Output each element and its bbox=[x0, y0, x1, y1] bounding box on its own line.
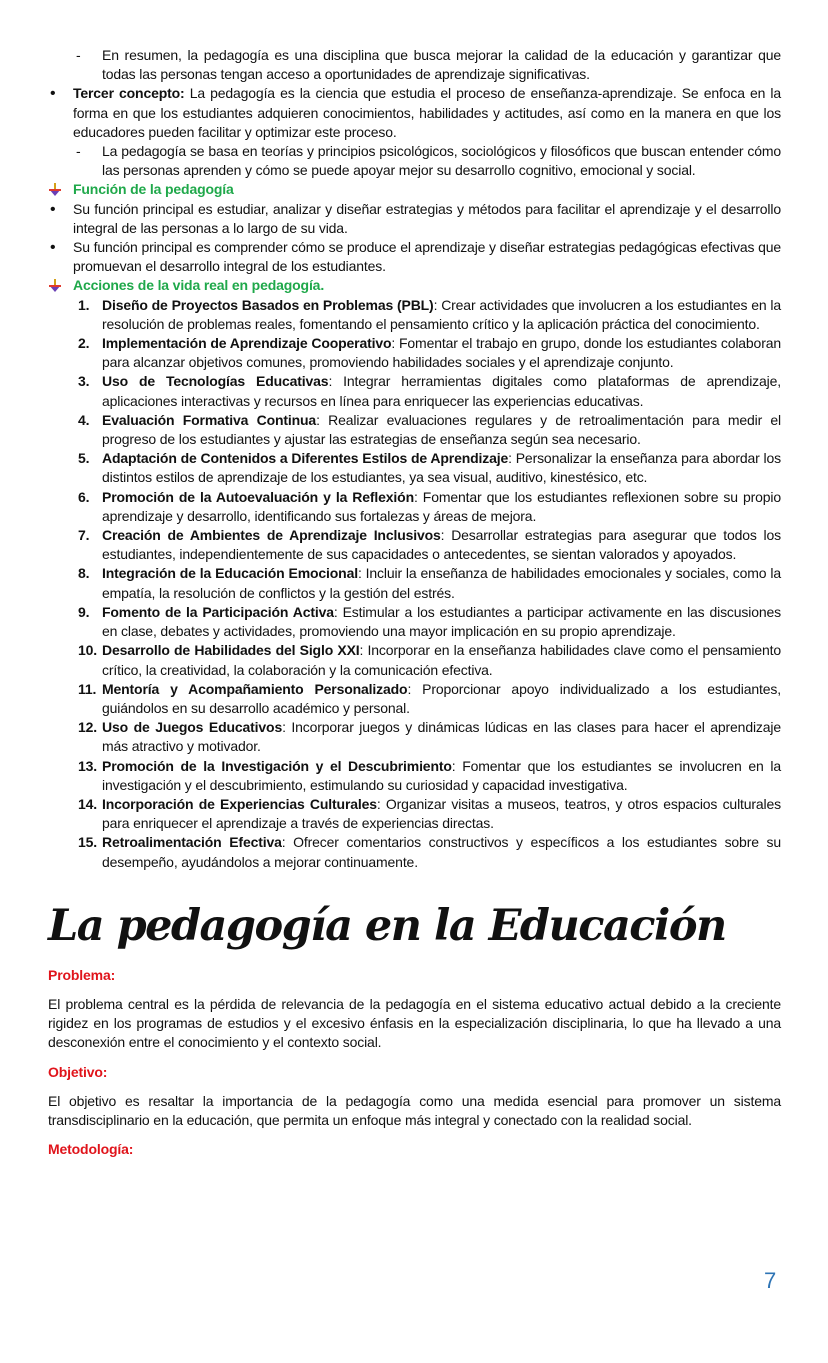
numbered-item bbox=[48, 680, 781, 718]
numbered-item bbox=[48, 795, 781, 833]
item-text: : Personalizar la enseñanza para abordar los distintos estilos de aprendizaje de los estudiantes, ya sea visual, auditivo, kinestésico, etc. bbox=[102, 450, 781, 486]
item-number: 1. bbox=[78, 296, 90, 313]
item-text: La pedagogía se basa en teorías y principios psicológicos, sociológicos y filosóficos que buscan entender cómo las personas aprenden y cómo se puede apoyar mejor su desarrollo cognitivo, emocional y social. bbox=[102, 143, 781, 179]
bullet-marker: • bbox=[50, 239, 56, 257]
item-number: 10. bbox=[78, 642, 98, 659]
section-heading-acciones bbox=[48, 276, 781, 295]
item-text: : Incluir la enseñanza de habilidades emocionales y sociales, como la empatía, la resolución de conflictos y la gestión del estrés. bbox=[102, 565, 781, 601]
numbered-item bbox=[48, 757, 781, 795]
item-number: 5. bbox=[78, 450, 90, 467]
bullet-marker: • bbox=[50, 200, 56, 218]
item-number: 14. bbox=[78, 795, 98, 812]
numbered-item bbox=[48, 488, 781, 526]
numbered-item bbox=[48, 603, 781, 641]
item-bold: Diseño de Proyectos Basados en Problemas (PBL) bbox=[102, 296, 434, 313]
objetivo-text: El objetivo es resaltar la importancia de la pedagogía como una medida esencial para promover un sistema transdisciplinario en la educación, que permita un enfoque más integral y conectado con la realidad social. bbox=[48, 1092, 781, 1128]
numbered-item bbox=[48, 641, 781, 679]
numbered-item bbox=[48, 564, 781, 602]
item-bold: Uso de Tecnologías Educativas bbox=[102, 373, 329, 390]
section-heading-funcion bbox=[48, 180, 781, 199]
item-text: La pedagogía es la ciencia que estudia el proceso de enseñanza-aprendizaje. Se enfoca en la forma en que los estudiantes adquieren conocimientos, habilidades y actitudes, así como en la manera en que los educadores pueden facilitar y optimizar este proceso. bbox=[73, 85, 782, 140]
item-text: Su función principal es estudiar, analizar y diseñar estrategias y métodos para facilitar el aprendizaje y el desarrollo integral de las personas a lo largo de su vida. bbox=[73, 200, 781, 236]
item-number: 12. bbox=[78, 719, 98, 736]
item-text: : Organizar visitas a museos, teatros, y otros espacios culturales para enriquecer el aprendizaje a través de experiencias directas. bbox=[102, 795, 781, 832]
item-bold: Fomento de la Participación Activa bbox=[102, 603, 334, 620]
problema-label: Problema: bbox=[48, 966, 116, 983]
item-bold: Uso de Juegos Educativos bbox=[102, 719, 283, 736]
item-bold: Retroalimentación Efectiva bbox=[102, 834, 282, 851]
item-text: : Proporcionar apoyo individualizado a los estudiantes, guiándolos en su desarrollo académico y personal. bbox=[102, 680, 781, 716]
item-text: : Crear actividades que involucren a los estudiantes en la resolución de problemas reales, fomentando el pensamiento crítico y la aplicación práctica del conocimiento. bbox=[102, 296, 781, 332]
numbered-item bbox=[48, 526, 781, 564]
item-bold: Promoción de la Investigación y el Descubrimiento bbox=[102, 757, 452, 774]
item-number: 15. bbox=[78, 834, 98, 851]
problema-text: El problema central es la pérdida de relevancia de la pedagogía en el sistema educativo actual debido a la creciente rigidez en los programas de estudios y el excesivo énfasis en la especialización disciplinaria, lo que ha llevado a una desconexión entre el conocimiento y el contexto social. bbox=[48, 995, 781, 1051]
item-bold: Incorporación de Experiencias Culturales bbox=[102, 795, 377, 812]
item-text: : Desarrollar estrategias para asegurar que todos los estudiantes, independientemente de sus capacidades o antecedentes, se sientan valorados y apoyados. bbox=[102, 527, 782, 563]
item-text: : Incorporar juegos y dinámicas lúdicas en las clases para hacer el aprendizaje más atractivo y motivador. bbox=[102, 719, 781, 755]
numbered-item bbox=[48, 296, 781, 334]
item-bold: Tercer concepto: bbox=[73, 85, 185, 102]
bullet-item bbox=[48, 238, 781, 276]
numbered-item bbox=[48, 411, 781, 449]
item-number: 13. bbox=[78, 757, 98, 774]
item-bold: Mentoría y Acompañamiento Personalizado bbox=[102, 680, 408, 697]
item-number: 7. bbox=[78, 527, 90, 544]
item-text: : Incorporar en la enseñanza habilidades clave como el pensamiento crítico, la creatividad, la colaboración y la comunicación efectiva. bbox=[102, 642, 782, 678]
item-text: : Fomentar el trabajo en grupo, donde los estudiantes colaboran para alcanzar objetivos comunes, promoviendo habilidades sociales y el aprendizaje conjunto. bbox=[102, 335, 781, 371]
numbered-item bbox=[48, 372, 781, 410]
item-number: 2. bbox=[78, 335, 90, 352]
item-text: En resumen, la pedagogía es una disciplina que busca mejorar la calidad de la educación y garantizar que todas las personas tengan acceso a oportunidades de aprendizaje significativas. bbox=[102, 47, 781, 83]
section-title: La pedagogía en la Educación bbox=[48, 900, 726, 951]
item-text: : Fomentar que los estudiantes se involucren en la investigación y el descubrimiento, estimulando su curiosidad y capacidad investigativa. bbox=[102, 757, 781, 793]
item-text: Su función principal es comprender cómo se produce el aprendizaje y diseñar estrategias pedagógicas efectivas que promuevan el desarrollo integral de los estudiantes. bbox=[73, 239, 781, 275]
document-page bbox=[48, 46, 781, 1169]
item-text: : Estimular a los estudiantes a participar activamente en las discusiones en clase, debates y actividades, promoviendo una mayor implicación en su propio aprendizaje. bbox=[102, 603, 781, 640]
item-number: 11. bbox=[78, 680, 97, 697]
heading-text: Acciones de la vida real en pedagogía. bbox=[73, 277, 325, 294]
item-bold: Implementación de Aprendizaje Cooperativo bbox=[102, 335, 392, 352]
item-bold: Integración de la Educación Emocional bbox=[102, 565, 358, 582]
numbered-list bbox=[48, 296, 781, 872]
page-number: 7 bbox=[764, 1268, 777, 1293]
metodologia-label: Metodología: bbox=[48, 1141, 134, 1158]
item-text: : Integrar herramientas digitales como plataformas de aprendizaje, aplicaciones interactivas y recursos en línea para enriquecer las experiencias educativas. bbox=[102, 373, 781, 409]
dash-marker: - bbox=[76, 143, 81, 160]
item-bold: Creación de Ambientes de Aprendizaje Inclusivos bbox=[102, 527, 441, 544]
numbered-item bbox=[48, 833, 781, 871]
bullet-item bbox=[48, 84, 781, 142]
item-bold: Evaluación Formativa Continua bbox=[102, 411, 317, 428]
numbered-item bbox=[48, 449, 781, 487]
arrow-down-bullet-icon bbox=[48, 279, 62, 293]
item-bold: Promoción de la Autoevaluación y la Reflexión bbox=[102, 488, 414, 505]
numbered-item bbox=[48, 718, 781, 756]
item-number: 3. bbox=[78, 373, 90, 390]
item-number: 4. bbox=[78, 411, 90, 428]
heading-text: Función de la pedagogía bbox=[73, 181, 234, 198]
arrow-down-bullet-icon bbox=[48, 183, 62, 197]
dash-marker: - bbox=[76, 47, 81, 63]
item-number: 8. bbox=[78, 565, 90, 582]
item-bold: Desarrollo de Habilidades del Siglo XXI bbox=[102, 642, 360, 659]
bullet-marker: • bbox=[50, 85, 56, 103]
item-text: : Ofrecer comentarios constructivos y específicos a los estudiantes sobre su desempeño, ayudándolos a mejorar continuamente. bbox=[102, 834, 781, 870]
item-text: : Fomentar que los estudiantes reflexionen sobre su propio aprendizaje y desarrollo, identificando sus fortalezas y áreas de mejora. bbox=[102, 488, 781, 524]
objetivo-label: Objetivo: bbox=[48, 1063, 108, 1080]
item-text: : Realizar evaluaciones regulares y de retroalimentación para medir el progreso de los estudiantes y ajustar las estrategias de enseñanza según sea necesario. bbox=[102, 411, 781, 448]
item-number: 6. bbox=[78, 488, 90, 505]
item-number: 9. bbox=[78, 603, 90, 620]
bullet-item bbox=[48, 200, 781, 238]
item-bold: Adaptación de Contenidos a Diferentes Estilos de Aprendizaje bbox=[102, 450, 509, 467]
dash-item bbox=[48, 142, 781, 180]
numbered-item bbox=[48, 334, 781, 372]
dash-item bbox=[48, 46, 781, 84]
